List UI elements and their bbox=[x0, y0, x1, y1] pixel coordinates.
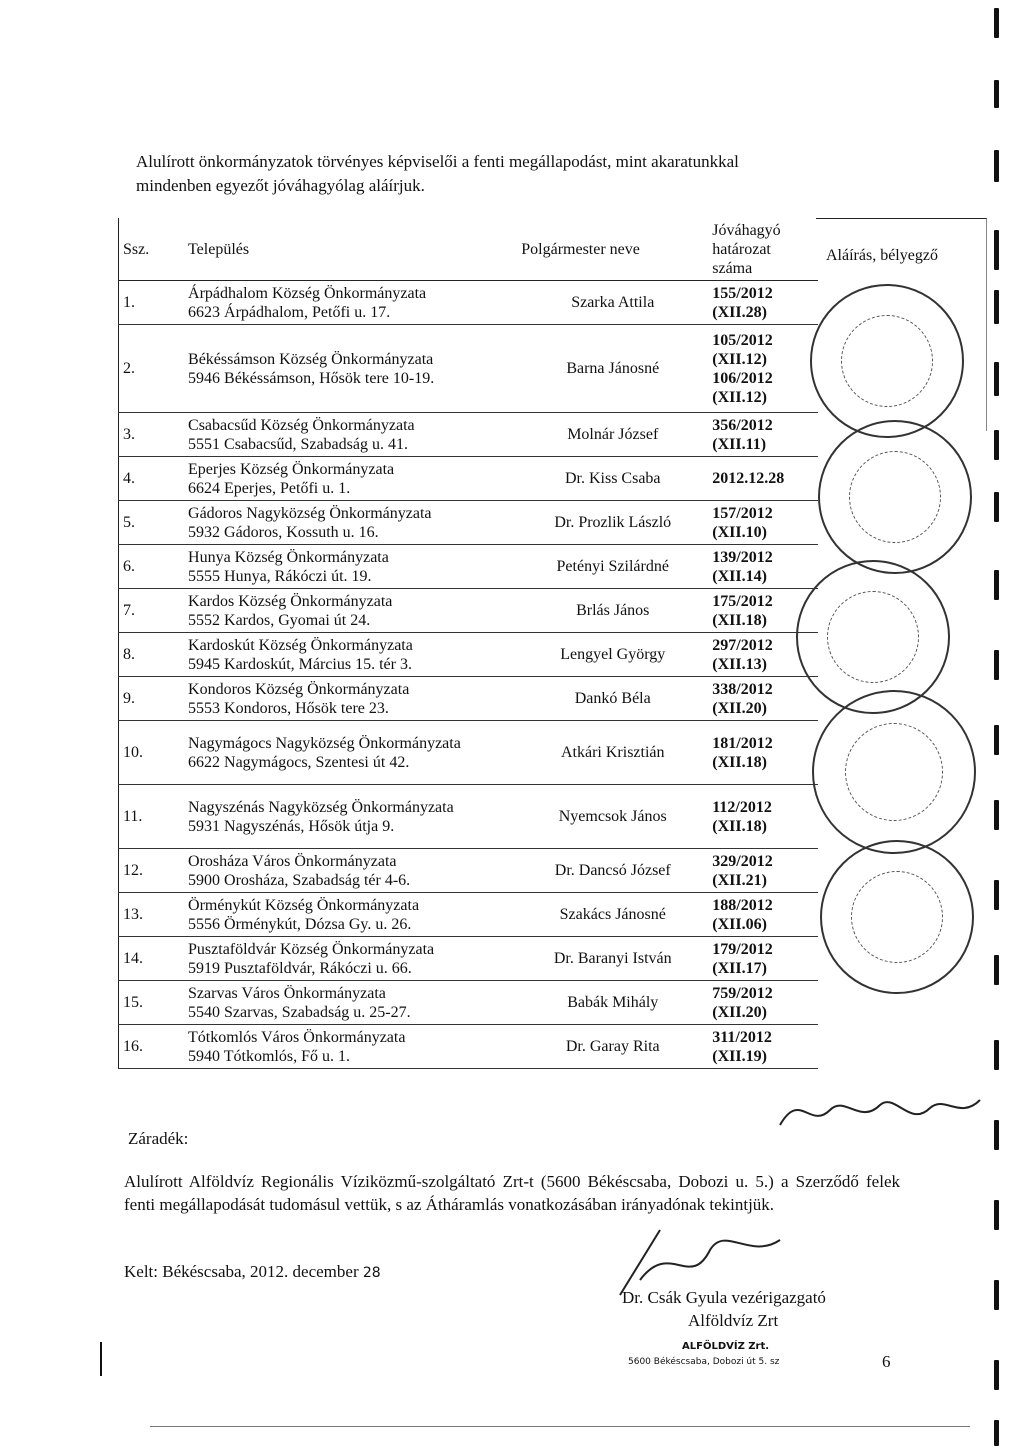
table-row bbox=[119, 325, 819, 413]
municipality-name: Csabacsűd Község Önkormányzata bbox=[188, 416, 415, 434]
mayor-name: Lengyel György bbox=[517, 633, 708, 677]
table-row bbox=[119, 893, 819, 937]
company-stamp-address: 5600 Békéscsaba, Dobozi út 5. sz bbox=[628, 1357, 780, 1367]
resolution-line: 759/2012 bbox=[712, 984, 773, 1002]
handwritten-signature bbox=[770, 1080, 990, 1140]
footer-paragraph: Alulírott Alföldvíz Regionális Víziközmű-szolgáltató Zrt-t (5600 Békéscsaba, Dobozi u. 5.) a Szerződő felek fenti megállapodását tudomásul vettük, s az Átháramlás vonatkozásában irányadónak tekintjük. bbox=[124, 1172, 900, 1214]
municipality-name: Nagyszénás Nagyközség Önkormányzata bbox=[188, 798, 454, 816]
binding-marks bbox=[994, 0, 1018, 1450]
bottom-rule bbox=[150, 1426, 970, 1427]
intro-line-1: Alulírott önkormányzatok törvényes képviselői a fenti megállapodást, mint akaratunkkal bbox=[136, 152, 739, 171]
table-row bbox=[119, 413, 819, 457]
row-number: 11. bbox=[119, 785, 185, 849]
resolution-number bbox=[708, 677, 818, 721]
table-row bbox=[119, 457, 819, 501]
header-ssz: Ssz. bbox=[119, 218, 185, 281]
resolution-line: 175/2012 bbox=[712, 592, 773, 610]
mayor-name: Petényi Szilárdné bbox=[517, 545, 708, 589]
municipality-address: 5555 Hunya, Rákóczi út. 19. bbox=[188, 567, 372, 585]
resolution-line: 329/2012 bbox=[712, 852, 773, 870]
resolution-line: 2012.12.28 bbox=[712, 470, 785, 487]
resolution-number bbox=[708, 785, 818, 849]
table-header-row bbox=[119, 218, 819, 281]
municipality-address: 5540 Szarvas, Szabadság u. 25-27. bbox=[188, 1003, 411, 1021]
header-polgarmester: Polgármester neve bbox=[517, 218, 708, 281]
row-number: 6. bbox=[119, 545, 185, 589]
mayor-name: Barna Jánosné bbox=[517, 325, 708, 413]
resolution-line: (XII.11) bbox=[712, 435, 767, 453]
resolution-line: 157/2012 bbox=[712, 504, 773, 522]
mayor-name: Atkári Krisztián bbox=[517, 721, 708, 785]
municipality-name: Nagymágocs Nagyközség Önkormányzata bbox=[188, 734, 461, 752]
municipality-address: 5553 Kondoros, Hősök tere 23. bbox=[188, 699, 389, 717]
municipality-name: Pusztaföldvár Község Önkormányzata bbox=[188, 940, 435, 958]
table-row bbox=[119, 1025, 819, 1069]
municipality-name: Kardoskút Község Önkormányzata bbox=[188, 636, 413, 654]
mayor-name: Babák Mihály bbox=[517, 981, 708, 1025]
resolution-line: (XII.18) bbox=[712, 753, 767, 771]
municipality-address: 5919 Pusztaföldvár, Rákóczi u. 66. bbox=[188, 959, 412, 977]
municipality-name: Orosháza Város Önkormányzata bbox=[188, 852, 397, 870]
intro-paragraph bbox=[136, 150, 936, 198]
resolution-line: (XII.20) bbox=[712, 699, 767, 717]
resolution-number bbox=[708, 413, 818, 457]
row-number: 4. bbox=[119, 457, 185, 501]
mayor-name: Molnár József bbox=[517, 413, 708, 457]
municipality-name: Hunya Község Önkormányzata bbox=[188, 548, 389, 566]
municipality-cell bbox=[184, 677, 517, 721]
municipality-address: 5945 Kardoskút, Március 15. tér 3. bbox=[188, 655, 412, 673]
resolution-number bbox=[708, 893, 818, 937]
kelt-day: 28 bbox=[362, 1265, 381, 1281]
resolution-line: 311/2012 bbox=[712, 1028, 772, 1046]
official-stamp bbox=[818, 420, 972, 574]
municipality-cell bbox=[184, 281, 517, 325]
official-stamp bbox=[796, 560, 950, 714]
resolution-line: (XII.14) bbox=[712, 567, 767, 585]
municipality-cell bbox=[184, 633, 517, 677]
municipality-address: 5932 Gádoros, Kossuth u. 16. bbox=[188, 523, 379, 541]
resolution-line: (XII.17) bbox=[712, 959, 767, 977]
table-row bbox=[119, 589, 819, 633]
resolution-line: (XII.21) bbox=[712, 871, 767, 889]
municipality-address: 5946 Békéssámson, Hősök tere 10-19. bbox=[188, 369, 435, 387]
municipality-name: Gádoros Nagyközség Önkormányzata bbox=[188, 504, 432, 522]
resolution-line: (XII.12) bbox=[712, 350, 767, 368]
resolution-number bbox=[708, 501, 818, 545]
resolution-line: (XII.19) bbox=[712, 1047, 767, 1065]
resolution-line: 155/2012 bbox=[712, 284, 773, 302]
resolution-number bbox=[708, 325, 818, 413]
municipality-cell bbox=[184, 849, 517, 893]
row-number: 15. bbox=[119, 981, 185, 1025]
municipality-address: 6622 Nagymágocs, Szentesi út 42. bbox=[188, 753, 410, 771]
row-number: 1. bbox=[119, 281, 185, 325]
municipality-cell bbox=[184, 893, 517, 937]
municipalities-table bbox=[118, 218, 818, 1069]
resolution-number bbox=[708, 849, 818, 893]
municipality-cell bbox=[184, 981, 517, 1025]
resolution-number bbox=[708, 545, 818, 589]
row-number: 5. bbox=[119, 501, 185, 545]
official-stamp bbox=[812, 690, 976, 854]
row-number: 7. bbox=[119, 589, 185, 633]
resolution-number bbox=[708, 981, 818, 1025]
municipality-address: 5900 Orosháza, Szabadság tér 4-6. bbox=[188, 871, 411, 889]
municipality-name: Örménykút Község Önkormányzata bbox=[188, 896, 420, 914]
official-stamp bbox=[810, 284, 964, 438]
mayor-name: Dr. Garay Rita bbox=[517, 1025, 708, 1069]
header-alairas: Aláírás, bélyegző bbox=[826, 247, 938, 264]
resolution-number bbox=[708, 457, 818, 501]
municipality-name: Kardos Község Önkormányzata bbox=[188, 592, 393, 610]
header-hatarozat: Jóváhagyó határozat száma bbox=[708, 218, 818, 281]
resolution-line: 338/2012 bbox=[712, 680, 773, 698]
official-stamp bbox=[820, 840, 974, 994]
resolution-line: (XII.28) bbox=[712, 303, 767, 321]
mayor-name: Brlás János bbox=[517, 589, 708, 633]
municipality-address: 5931 Nagyszénás, Hősök útja 9. bbox=[188, 817, 395, 835]
resolution-line: 139/2012 bbox=[712, 548, 773, 566]
municipality-cell bbox=[184, 937, 517, 981]
signatory-company: Alföldvíz Zrt bbox=[688, 1311, 779, 1330]
resolution-number bbox=[708, 721, 818, 785]
row-number: 10. bbox=[119, 721, 185, 785]
municipality-address: 5940 Tótkomlós, Fő u. 1. bbox=[188, 1047, 350, 1065]
table-row bbox=[119, 501, 819, 545]
table-row bbox=[119, 281, 819, 325]
resolution-line: 112/2012 bbox=[712, 798, 772, 816]
resolution-number bbox=[708, 937, 818, 981]
resolution-line: 179/2012 bbox=[712, 940, 773, 958]
municipality-address: 6623 Árpádhalom, Petőfi u. 17. bbox=[188, 303, 391, 321]
resolution-line: (XII.10) bbox=[712, 523, 767, 541]
intro-line-2: mindenben egyezőt jóváhagyólag aláírjuk. bbox=[136, 176, 425, 195]
row-number: 16. bbox=[119, 1025, 185, 1069]
resolution-line: (XII.18) bbox=[712, 817, 767, 835]
municipality-address: 5551 Csabacsűd, Szabadság u. 41. bbox=[188, 435, 408, 453]
table-row bbox=[119, 721, 819, 785]
resolution-number bbox=[708, 281, 818, 325]
municipality-address: 6624 Eperjes, Petőfi u. 1. bbox=[188, 479, 351, 497]
table-row bbox=[119, 677, 819, 721]
municipality-cell bbox=[184, 325, 517, 413]
resolution-line: (XII.13) bbox=[712, 655, 767, 673]
row-number: 9. bbox=[119, 677, 185, 721]
resolution-number bbox=[708, 1025, 818, 1069]
table-row bbox=[119, 633, 819, 677]
signatory-title: Dr. Csák Gyula vezérigazgató bbox=[622, 1288, 826, 1307]
mayor-name: Szarka Attila bbox=[517, 281, 708, 325]
row-number: 14. bbox=[119, 937, 185, 981]
municipality-cell bbox=[184, 545, 517, 589]
mayor-name: Szakács Jánosné bbox=[517, 893, 708, 937]
table-row bbox=[119, 785, 819, 849]
municipality-address: 5556 Örménykút, Dózsa Gy. u. 26. bbox=[188, 915, 412, 933]
resolution-line: (XII.18) bbox=[712, 611, 767, 629]
mayor-name: Dr. Baranyi István bbox=[517, 937, 708, 981]
municipality-cell bbox=[184, 413, 517, 457]
municipality-address: 5552 Kardos, Gyomai út 24. bbox=[188, 611, 371, 629]
resolution-line: 106/2012 bbox=[712, 369, 773, 387]
date-line bbox=[124, 1262, 381, 1282]
table-row bbox=[119, 849, 819, 893]
header-telepules: Település bbox=[184, 218, 517, 281]
municipality-name: Békéssámson Község Önkormányzata bbox=[188, 350, 434, 368]
municipality-cell bbox=[184, 589, 517, 633]
municipality-name: Tótkomlós Város Önkormányzata bbox=[188, 1028, 406, 1046]
zaradek-label: Záradék: bbox=[128, 1129, 189, 1148]
mayor-name: Dr. Prozlik László bbox=[517, 501, 708, 545]
municipality-name: Eperjes Község Önkormányzata bbox=[188, 460, 395, 478]
margin-bar bbox=[100, 1342, 102, 1376]
resolution-line: (XII.06) bbox=[712, 915, 767, 933]
municipality-name: Árpádhalom Község Önkormányzata bbox=[188, 284, 427, 302]
row-number: 3. bbox=[119, 413, 185, 457]
resolution-line: 356/2012 bbox=[712, 416, 773, 434]
resolution-line: (XII.20) bbox=[712, 1003, 767, 1021]
row-number: 13. bbox=[119, 893, 185, 937]
row-number: 8. bbox=[119, 633, 185, 677]
municipality-cell bbox=[184, 785, 517, 849]
municipality-cell bbox=[184, 457, 517, 501]
resolution-line: (XII.12) bbox=[712, 388, 767, 406]
resolution-line: 105/2012 bbox=[712, 331, 773, 349]
resolution-line: 181/2012 bbox=[712, 734, 773, 752]
municipality-cell bbox=[184, 1025, 517, 1069]
table-row bbox=[119, 981, 819, 1025]
mayor-name: Nyemcsok János bbox=[517, 785, 708, 849]
municipality-cell bbox=[184, 501, 517, 545]
mayor-name: Dankó Béla bbox=[517, 677, 708, 721]
row-number: 12. bbox=[119, 849, 185, 893]
resolution-line: 188/2012 bbox=[712, 896, 773, 914]
municipality-name: Kondoros Község Önkormányzata bbox=[188, 680, 410, 698]
mayor-name: Dr. Kiss Csaba bbox=[517, 457, 708, 501]
mayor-name: Dr. Dancsó József bbox=[517, 849, 708, 893]
resolution-line: 297/2012 bbox=[712, 636, 773, 654]
page-number: 6 bbox=[882, 1352, 891, 1371]
table-row bbox=[119, 937, 819, 981]
row-number: 2. bbox=[119, 325, 185, 413]
municipality-cell bbox=[184, 721, 517, 785]
table-row bbox=[119, 545, 819, 589]
municipality-name: Szarvas Város Önkormányzata bbox=[188, 984, 386, 1002]
company-stamp-name: ALFÖLDVÍZ Zrt. bbox=[682, 1341, 770, 1352]
kelt-text: Kelt: Békéscsaba, 2012. december bbox=[124, 1262, 359, 1281]
